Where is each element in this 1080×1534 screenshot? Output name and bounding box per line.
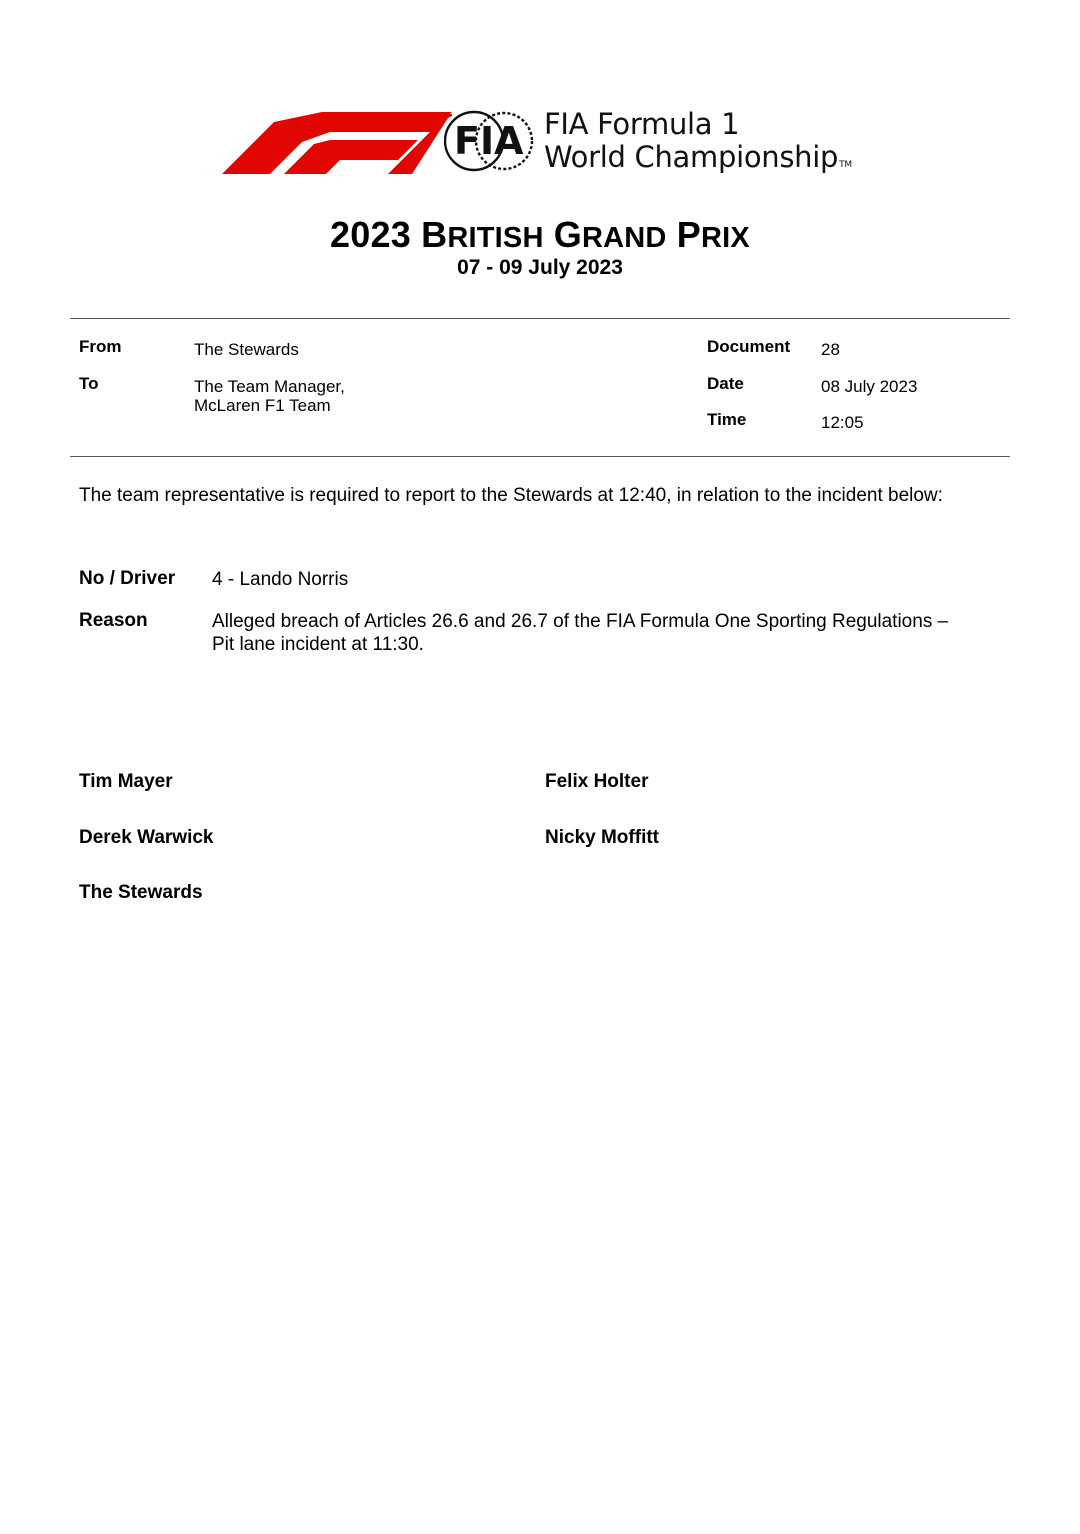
summons-intro: The team representative is required to report to the Stewards at 12:40, in relation to the incident below: xyxy=(79,485,943,506)
fia-badge-text: FIA xyxy=(454,119,524,163)
to-value-line-1: The Team Manager, xyxy=(194,377,345,396)
driver-value: 4 - Lando Norris xyxy=(212,569,349,590)
fia-badge-icon xyxy=(444,108,536,174)
from-label: From xyxy=(79,337,122,356)
header-divider-bottom xyxy=(70,456,1010,457)
to-value xyxy=(194,377,345,415)
title-word-3 xyxy=(677,214,750,255)
signatory-footer: The Stewards xyxy=(79,882,203,903)
signatory-right-1: Felix Holter xyxy=(545,771,649,792)
from-value: The Stewards xyxy=(194,340,299,359)
title-word-1-initial: B xyxy=(421,214,448,255)
logo-line-2 xyxy=(544,140,852,174)
title-word-1 xyxy=(421,214,543,255)
signatory-left-1: Tim Mayer xyxy=(79,771,173,792)
logo-line-2-text: World Championship xyxy=(544,140,839,174)
time-label: Time xyxy=(707,410,747,429)
title-word-1-rest: RITISH xyxy=(447,222,544,254)
header-divider-top xyxy=(70,318,1010,319)
signatory-left-2: Derek Warwick xyxy=(79,827,214,848)
header-logo xyxy=(222,108,882,178)
document-label: Document xyxy=(707,337,791,356)
logo-line-1: FIA Formula 1 xyxy=(544,107,740,141)
to-value-line-2: McLaren F1 Team xyxy=(194,396,331,415)
title-word-2-rest: RAND xyxy=(582,222,667,254)
driver-label: No / Driver xyxy=(79,568,176,589)
date-value: 08 July 2023 xyxy=(821,377,918,396)
date-label: Date xyxy=(707,374,744,393)
signatory-right-2: Nicky Moffitt xyxy=(545,827,659,848)
event-year: 2023 xyxy=(330,214,411,255)
title-word-3-rest: RIX xyxy=(701,222,750,254)
logo-wordmark xyxy=(544,107,852,174)
reason-label: Reason xyxy=(79,610,148,631)
document-value: 28 xyxy=(821,340,840,359)
title-word-3-initial: P xyxy=(676,214,701,255)
title-word-2-initial: G xyxy=(553,214,582,255)
event-dates: 07 - 09 July 2023 xyxy=(457,256,623,279)
reason-value: Alleged breach of Articles 26.6 and 26.7 of the FIA Formula One Sporting Regulations – Pit lane incident at 11:30. xyxy=(212,611,949,655)
f1-logo-mark xyxy=(222,112,452,174)
time-value: 12:05 xyxy=(821,413,864,432)
trademark-mark: TM xyxy=(839,160,852,170)
to-label: To xyxy=(79,374,99,393)
event-title xyxy=(0,214,1080,256)
title-word-2 xyxy=(554,214,667,255)
